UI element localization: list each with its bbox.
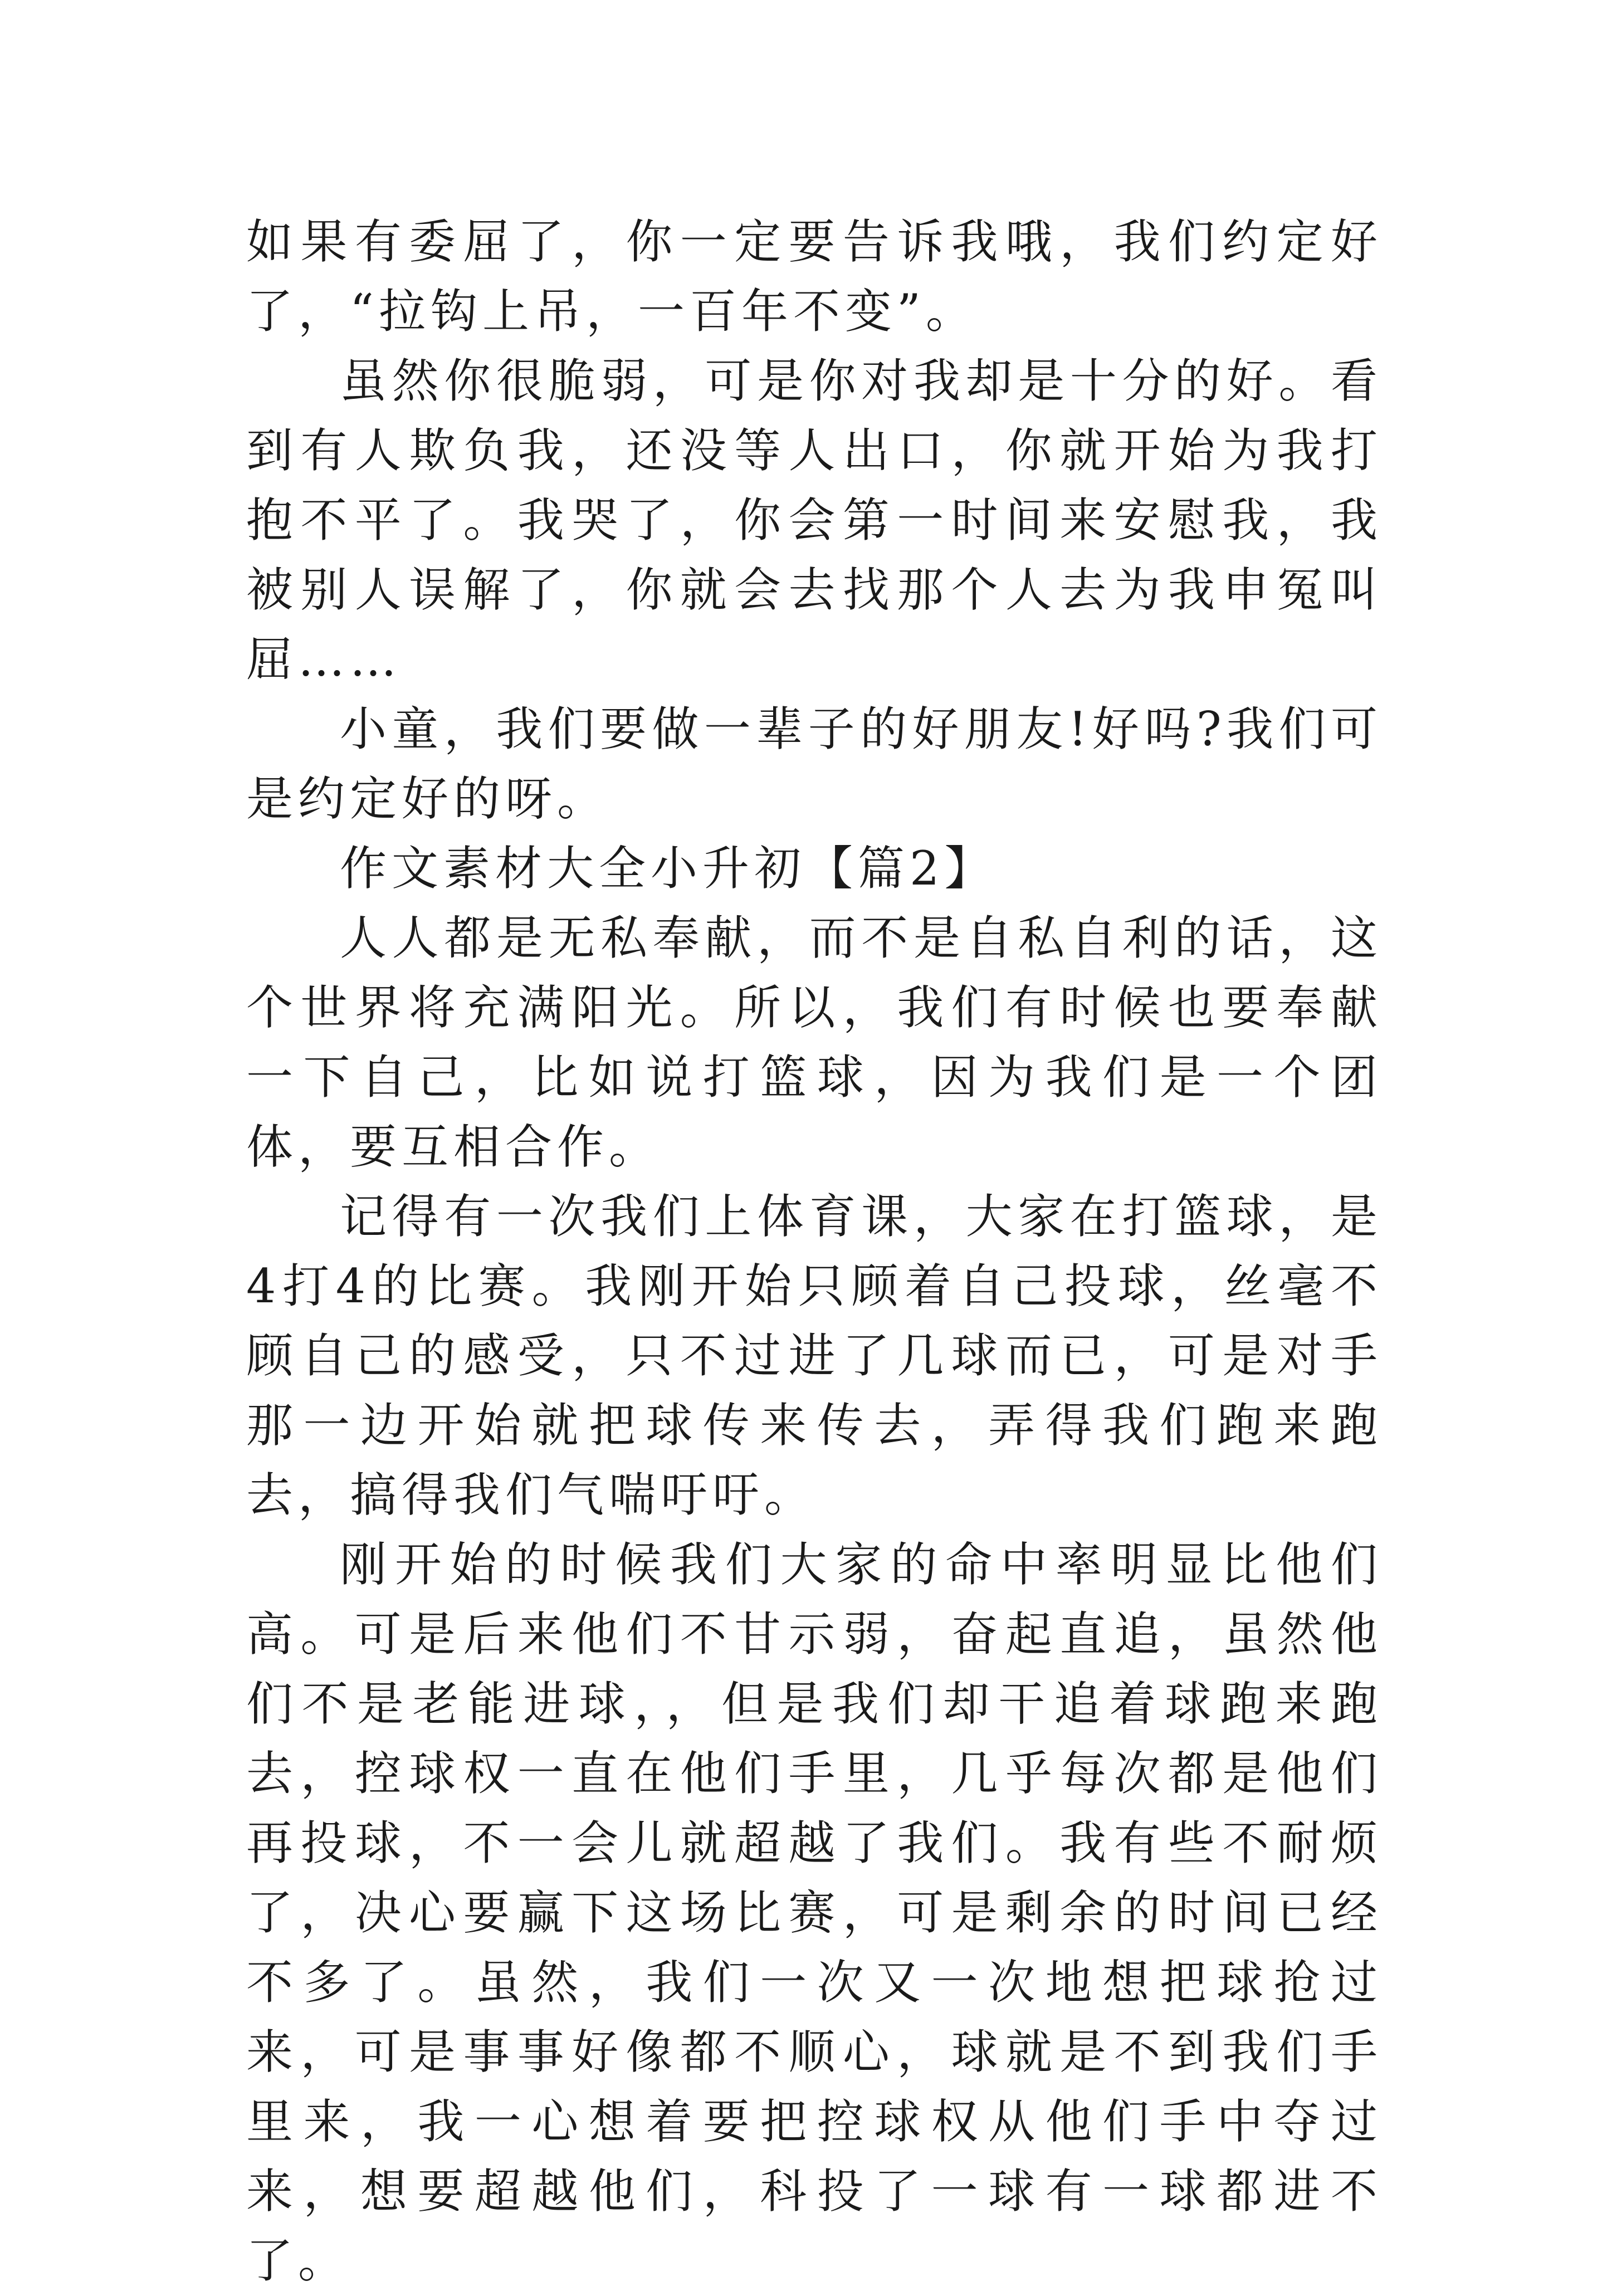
section-heading: 作文素材大全小升初【篇2】 <box>340 841 996 896</box>
paragraph: 人人都是无私奉献，而不是自私自利的话，这个世界将充满阳光。所以，我们有时候也要奉献一下自己，比如说打篮球，因为我们是一个团体，要互相合作。 <box>246 911 1383 1174</box>
paragraph: 记得有一次我们上体育课，大家在打篮球，是4打4的比赛。我刚开始只顾着自己投球，丝毫不顾自己的感受，只不过进了几球而已，可是对手那一边开始就把球传来传去，弄得我们跑来跑去，搞得我们气喘吁吁。 <box>246 1189 1383 1522</box>
paragraph: 虽然你很脆弱，可是你对我却是十分的好。看到有人欺负我，还没等人出口，你就开始为我打抱不平了。我哭了，你会第一时间来安慰我，我被别人误解了，你就会去找那个人去为我申冤叫屈…… <box>246 354 1383 687</box>
paragraph: 刚开始的时候我们大家的命中率明显比他们高。可是后来他们不甘示弱，奋起直追，虽然他们不是老能进球，，但是我们却干追着球跑来跑去，控球权一直在他们手里，几乎每次都是他们再投球，不一会儿就超越了我们。我有些不耐烦了，决心要赢下这场比赛，可是剩余的时间已经不多了。虽然，我们一次又一次地想把球抢过来，可是事事好像都不顺心，球就是不到我们手里来，我一心想着要把控球权从他们手中夺过来，想要超越他们，科投了一球有一球都进不了。 <box>246 1537 1383 2288</box>
paragraph: 小童，我们要做一辈子的好朋友!好吗?我们可是约定好的呀。 <box>246 702 1383 826</box>
document-body <box>246 207 1383 2296</box>
paragraph-continued: 如果有委屈了，你一定要告诉我哦，我们约定好了，“拉钩上吊，一百年不变”。 <box>246 214 1383 339</box>
